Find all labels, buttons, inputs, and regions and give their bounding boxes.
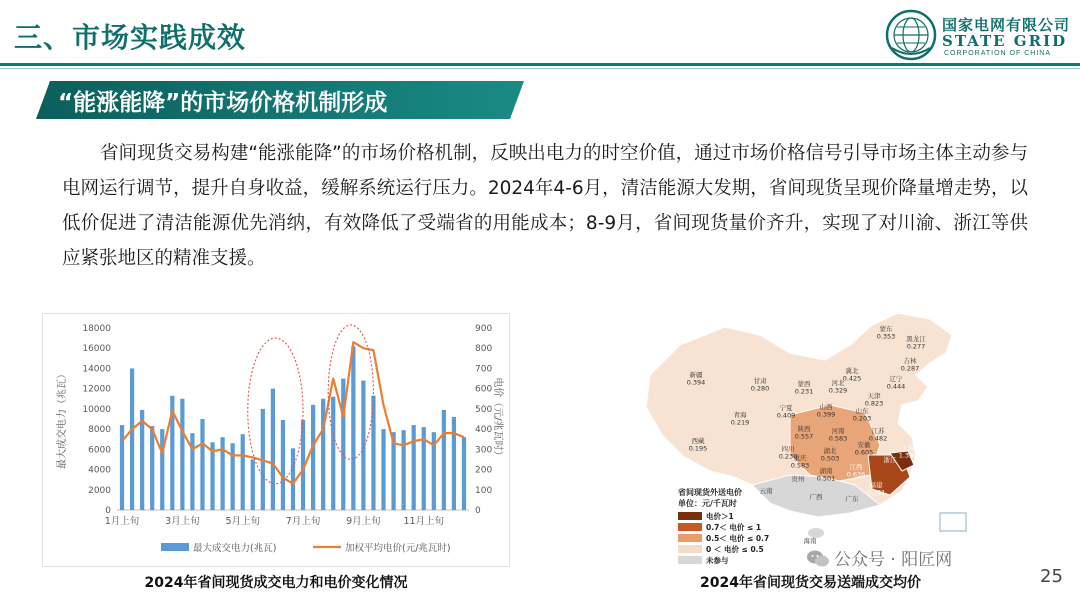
bar — [442, 410, 446, 510]
y-axis-label: 最大成交电力（兆瓦） — [57, 369, 68, 469]
x-tick-label: 5月上旬 — [225, 516, 260, 527]
map-region-value: 0.231 — [794, 387, 814, 396]
bar — [412, 425, 416, 510]
y2-axis-label: 电价（元/兆瓦时） — [492, 377, 503, 461]
map-region-name: 贵州 — [791, 475, 805, 483]
map-region-name: 新疆 — [689, 371, 703, 379]
map-region-name: 吉林 — [903, 357, 917, 365]
bar — [160, 429, 164, 510]
map-region-value: 0.287 — [900, 364, 920, 373]
map-region-value: 0.583 — [790, 461, 810, 470]
map-region-value: 0.203 — [852, 414, 872, 423]
map-region-name: 江西 — [849, 463, 863, 471]
bar — [150, 426, 154, 510]
map-region-value: 1.390 — [898, 451, 918, 460]
legend-swatch-bars — [161, 543, 189, 551]
map-legend-swatch — [678, 534, 702, 542]
bar — [351, 346, 355, 510]
map-region-name: 蒙西 — [797, 380, 811, 388]
map-region-name: 西藏 — [691, 437, 705, 445]
legend-label-line: 加权平均电价(元/兆瓦时) — [345, 543, 451, 554]
map-region-name: 江苏 — [871, 427, 885, 435]
map-region-name: 海南 — [803, 537, 817, 545]
y-tick-label: 14000 — [82, 364, 111, 375]
y-tick-label: 6000 — [88, 445, 111, 456]
map-region-name: 宁夏 — [779, 404, 793, 412]
watermark-text: 公众号 · 阳匠网 — [834, 550, 953, 570]
bar — [321, 399, 325, 510]
x-tick-label: 3月上旬 — [165, 516, 200, 527]
map-region-value: 0.605 — [854, 448, 874, 457]
page-number: 25 — [1040, 566, 1063, 587]
bar — [180, 399, 184, 510]
map-region-name: 湖南 — [819, 467, 833, 475]
map-region-value: 0.557 — [794, 432, 814, 441]
map-region-value: 0.823 — [864, 399, 884, 408]
bar — [241, 434, 245, 510]
y2-tick-label: 100 — [475, 485, 493, 496]
banner-title: “能涨能降”的市场价格机制形成 — [58, 90, 388, 116]
x-tick-label: 9月上旬 — [346, 516, 381, 527]
map-region-value: 0.230 — [778, 452, 798, 461]
map-region-value: 0.399 — [816, 410, 836, 419]
bar-chart-caption: 2024年省间现货成交电力和电价变化情况 — [144, 575, 408, 591]
bar — [381, 429, 385, 510]
y-tick-label: 0 — [105, 506, 111, 516]
map-caption: 2024年省间现货交易送端成交均价 — [700, 575, 921, 591]
map-region-name: 重庆 — [793, 454, 807, 462]
map-region-value: 0.353 — [876, 332, 896, 341]
header-divider — [0, 63, 1080, 66]
map-legend-title: 省间现货外送电价 — [678, 488, 742, 497]
map-legend-swatch — [678, 556, 702, 564]
y2-tick-label: 0 — [475, 506, 481, 516]
map-region-name: 蒙东 — [879, 325, 893, 333]
map-region-name: 黑龙江 — [906, 335, 926, 343]
y-tick-label: 10000 — [82, 404, 111, 415]
map-legend-swatch — [678, 523, 702, 531]
map-region-name: 陕西 — [797, 425, 811, 433]
map-region-value: 0.444 — [886, 382, 906, 391]
map-region-value: 0.425 — [842, 374, 862, 383]
x-tick-label: 11月上旬 — [403, 516, 445, 527]
map-region-name: 青海 — [733, 411, 747, 419]
logo-en-sub: CORPORATION OF CHINA — [944, 50, 1051, 57]
watermark — [806, 545, 952, 570]
x-tick-label: 1月上旬 — [104, 516, 140, 527]
section-title: 三、市场实践成效 — [14, 21, 247, 54]
slide-header — [0, 0, 1080, 64]
map-region-value: 0.482 — [868, 434, 888, 443]
bar — [130, 368, 134, 510]
china-map-panel — [640, 305, 980, 567]
map-legend-swatch — [678, 545, 702, 553]
map-region-value: 0.409 — [776, 411, 796, 420]
map-legend-label: 未参与 — [706, 556, 729, 565]
map-region-name: 上海 — [901, 444, 915, 452]
map-south-sea-inset — [940, 513, 966, 531]
bar — [291, 448, 295, 510]
map-legend-unit: 单位：元/千瓦时 — [678, 499, 737, 508]
map-region-value: 0.391 — [866, 488, 886, 497]
map-region-name: 湖北 — [823, 447, 837, 455]
y2-tick-label: 500 — [475, 404, 493, 415]
map-region-name: 辽宁 — [889, 375, 903, 383]
bar — [251, 459, 255, 510]
map-region-name: 广东 — [845, 495, 859, 503]
map-region-value: 0.277 — [906, 342, 926, 351]
map-legend-label: 电价＞1 — [706, 512, 734, 521]
y2-tick-label: 900 — [475, 324, 493, 334]
bar — [200, 419, 204, 510]
map-region-name: 天津 — [867, 392, 881, 400]
map-region-name: 浙江 — [883, 456, 897, 464]
y2-tick-label: 600 — [475, 384, 493, 395]
logo-cn-name: 国家电网有限公司 — [942, 16, 1071, 34]
map-region-name: 四川 — [781, 445, 795, 453]
map-region-value: 0.329 — [828, 386, 848, 395]
bar — [281, 420, 285, 510]
map-region-name: 山西 — [819, 403, 833, 411]
y-tick-label: 8000 — [88, 425, 111, 436]
y2-tick-label: 700 — [475, 364, 493, 375]
map-region-name: 冀北 — [845, 367, 859, 375]
bar — [311, 405, 315, 510]
y-tick-label: 4000 — [88, 465, 111, 476]
map-region-value: 0.280 — [750, 384, 770, 393]
map-region-value: 0.195 — [688, 444, 708, 453]
map-legend-label: 0.5＜ 电价 ≤ 0.7 — [706, 534, 770, 543]
map-legend — [678, 487, 769, 565]
bar — [220, 437, 224, 510]
bar — [271, 389, 275, 510]
bar-line-chart — [43, 314, 511, 568]
legend-label-bars: 最大成交电力(兆瓦) — [193, 543, 277, 554]
map-region-value: 0.501 — [816, 474, 836, 483]
map-region-name: 山东 — [855, 407, 869, 415]
chart-legend — [161, 542, 451, 554]
bar — [402, 430, 406, 510]
map-region-name: 广西 — [809, 493, 823, 501]
header-divider-thin — [0, 68, 1080, 69]
bar — [331, 397, 335, 510]
logo-en-name: STATE GRID — [942, 32, 1068, 50]
x-tick-label: 7月上旬 — [285, 516, 321, 527]
body-paragraph: 省间现货交易构建“能涨能降”的市场价格机制，反映出电力的时空价值，通过市场价格信号引导市场主体主动参与电网运行调节，提升自身收益，缓解系统运行压力。2024年4-6月，清洁能源大发期，省间现货呈现价降量增走势，以低价促进了清洁能源优先消纳，有效降低了受端省的用能成本；8-9月，省间现货量价齐升，实现了对川渝、浙江等供应紧张地区的精准支援。 — [62, 143, 1028, 269]
y-tick-label: 16000 — [82, 344, 111, 355]
y-tick-label: 12000 — [82, 384, 111, 395]
map-region-name: 河北 — [831, 379, 845, 387]
state-grid-logo — [884, 8, 1074, 60]
map-region-value: 0.583 — [828, 434, 848, 443]
y2-tick-label: 800 — [475, 344, 493, 355]
y2-tick-label: 200 — [475, 465, 493, 476]
map-region-name: 福建 — [869, 481, 883, 489]
wechat-icon — [806, 549, 830, 569]
map-legend-label: 0.7＜ 电价 ≤ 1 — [706, 523, 762, 532]
map-legend-swatch — [678, 512, 702, 520]
bar — [452, 417, 456, 510]
map-region-name: 云南 — [759, 487, 773, 495]
map-region-value: 0.636 — [846, 470, 866, 479]
map-region-name: 甘肃 — [753, 377, 767, 385]
map-region-value: 0.503 — [820, 454, 840, 463]
map-region-name: 安徽 — [857, 441, 871, 449]
y2-tick-label: 300 — [475, 445, 493, 456]
bar-line-chart-panel — [42, 313, 510, 567]
china-map — [640, 305, 980, 567]
map-region-value: 0.219 — [730, 418, 750, 427]
y-tick-label: 18000 — [82, 324, 111, 334]
y-tick-label: 2000 — [88, 485, 111, 496]
map-region-name: 河南 — [831, 427, 845, 435]
bar — [140, 410, 144, 510]
state-grid-globe-icon — [884, 8, 938, 62]
map-region-value: 0.394 — [686, 378, 706, 387]
bar — [462, 437, 466, 510]
y2-tick-label: 400 — [475, 425, 493, 436]
map-legend-label: 0 ＜ 电价 ≤ 0.5 — [706, 545, 764, 554]
